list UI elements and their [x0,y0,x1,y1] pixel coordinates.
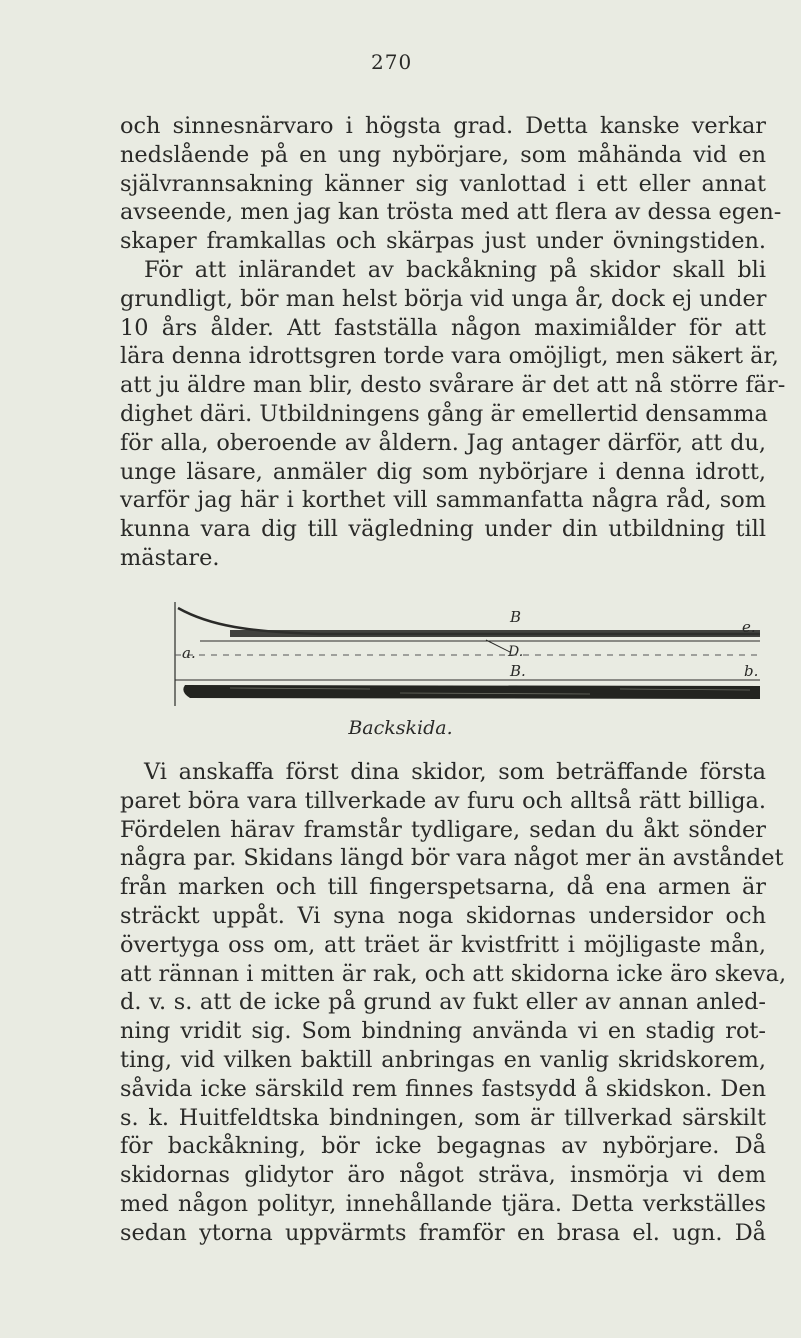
label-B-bottom: B. [510,662,526,680]
text-line: ning vridit sig. Som bindning använda vi en stadig rot- [120,1018,766,1045]
text-line: unge läsare, anmäler dig som nybörjare i denna idrott, [120,458,766,485]
text-line: sträckt uppåt. Vi syna noga skidornas undersidor och [120,902,766,929]
text-line: sedan ytorna uppvärmts framför en brasa el. ugn. Då [120,1219,766,1246]
text-line: ting, vid vilken baktill anbringas en vanlig skridskorem, [120,1046,766,1073]
body-text-upper [120,112,786,573]
text-line: att ju äldre man blir, desto svårare är det att nå större fär- [120,372,786,399]
body-text-lower [120,758,787,1248]
label-e: e. [742,618,756,636]
figure-caption: Backskida. [348,717,453,739]
label-B-top: B [510,608,522,626]
text-line: och sinnesnärvaro i högsta grad. Detta kanske verkar [120,113,766,139]
text-line: d. v. s. att de icke på grund av fukt eller av annan anled- [120,989,766,1016]
text-line: skidornas glidytor äro något sträva, insmörja vi dem [120,1162,766,1189]
text-line: såvida icke särskild rem finnes fastsydd å skidskon. Den [120,1075,766,1102]
text-line: självrannsakning känner sig vanlottad i ett eller annat [120,170,766,197]
text-line: övertyga oss om, att träet är kvistfritt i möjligaste mån, [120,931,766,958]
text-line: För att inlärandet av backåkning på skidor skall bli [144,256,766,283]
text-line: dighet däri. Utbildningens gång är emellertid densamma [120,400,768,427]
ski-diagram [170,600,770,706]
text-line: s. k. Huitfeldtska bindningen, som är tillverkad särskilt [120,1104,766,1131]
text-line: paret böra vara tillverkade av furu och alltså rätt billiga. [120,787,766,814]
text-line: med någon polityr, innehållande tjära. Detta verkställes [120,1190,766,1217]
text-line: Vi anskaffa först dina skidor, som beträffande första [144,759,766,785]
text-line: några par. Skidans längd bör vara något mer än avståndet [120,845,784,872]
text-line: för alla, oberoende av åldern. Jag antager därför, att du, [120,429,766,456]
ski-pointer [486,640,510,652]
label-D: D. [508,644,524,660]
page-number: 270 [371,50,413,74]
text-line: avseende, men jag kan trösta med att flera av dessa egen- [120,199,782,226]
text-line: för backåkning, bör icke begagnas av nybörjare. Då [120,1133,766,1160]
text-line: lära denna idrottsgren torde vara omöjligt, men säkert är, [120,343,779,370]
text-line: nedslående på en ung nybörjare, som måhända vid en [120,141,766,168]
ski-top-surface [230,630,760,637]
ski-sole [183,685,760,699]
text-line: att rännan i mitten är rak, och att skidorna icke äro skeva, [120,960,787,987]
label-b: b. [744,662,759,680]
text-line: mästare. [120,544,220,571]
text-line: grundligt, bör man helst börja vid unga år, dock ej under [120,285,767,312]
text-line: från marken och till fingerspetsarna, då ena armen är [120,874,766,901]
text-line: skaper framkallas och skärpas just under övningstiden. [120,228,766,255]
text-line: Fördelen härav framstår tydligare, sedan du åkt sönder [120,816,766,843]
text-line: kunna vara dig till vägledning under din utbildning till [120,516,766,543]
text-line: varför jag här i korthet vill sammanfatta några råd, som [120,487,766,514]
label-a: a. [182,644,196,662]
text-line: 10 års ålder. Att fastställa någon maximiålder för att [120,314,766,341]
